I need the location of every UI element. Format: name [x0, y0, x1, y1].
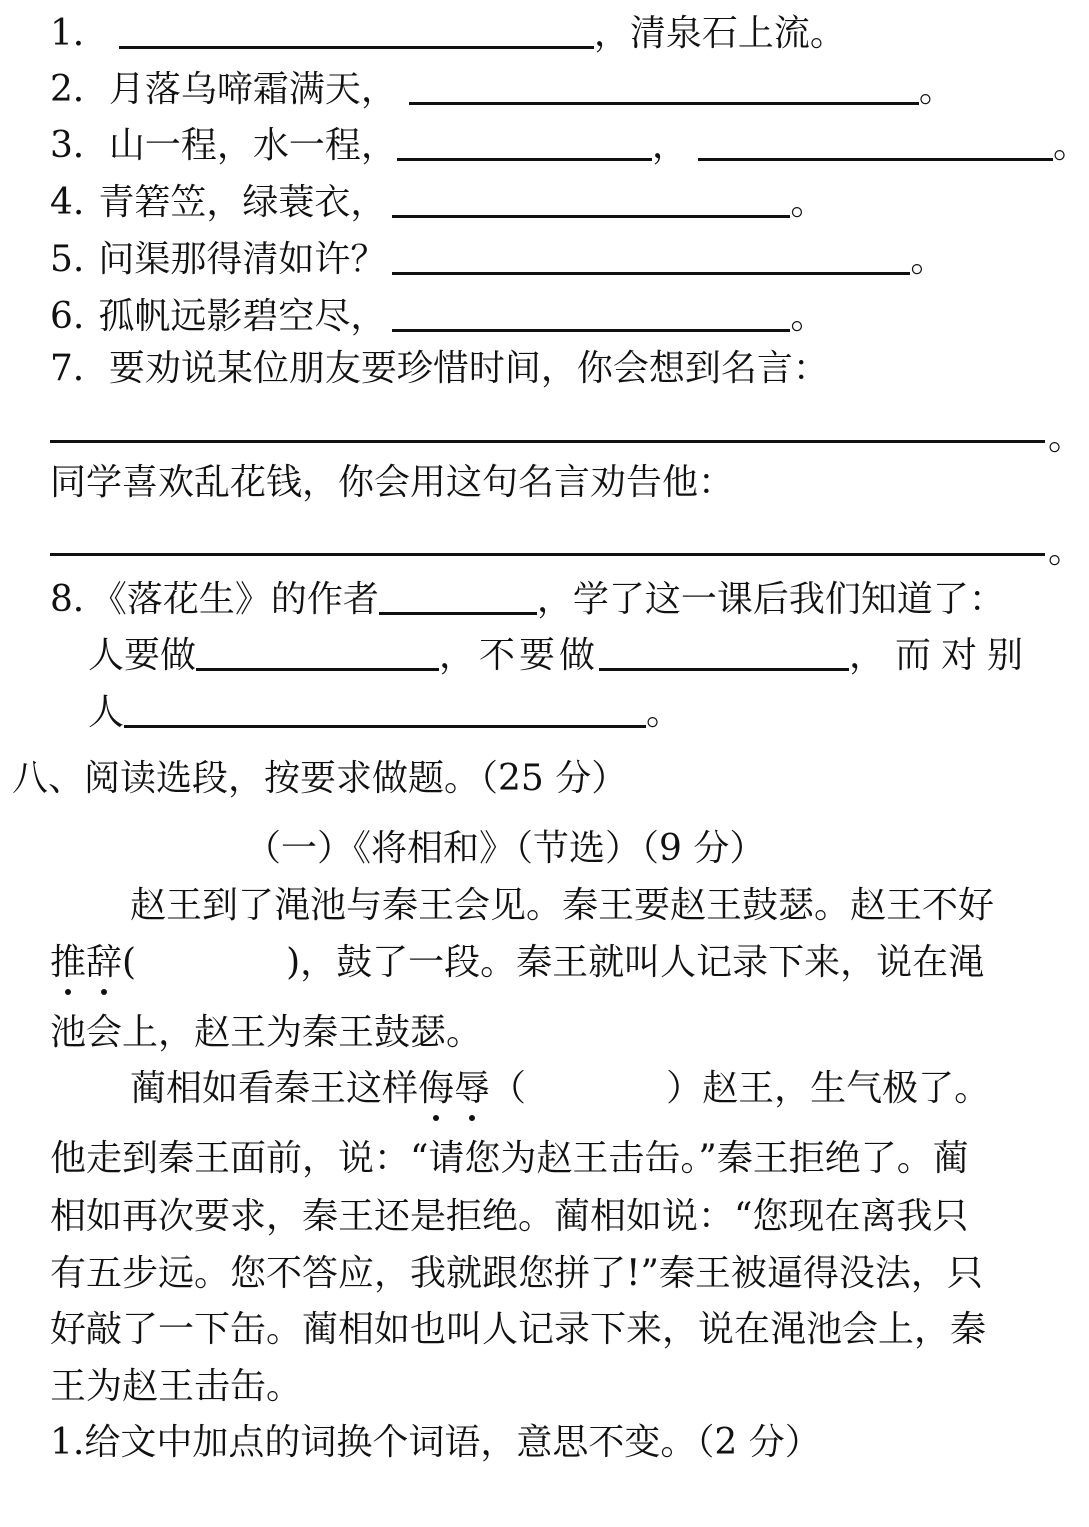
answer-blank[interactable]	[698, 124, 1053, 161]
question-end: 。	[790, 296, 827, 337]
question-number: 3．	[50, 125, 109, 166]
emphasis-dot	[469, 1115, 475, 1121]
question-text: 月落乌啼霜满天，	[108, 69, 397, 110]
answer-blank[interactable]	[379, 578, 537, 615]
passage-text: 蔺相如看秦王这样	[130, 1068, 419, 1109]
dotted-char: 侮	[418, 1071, 454, 1107]
passage-line	[130, 1068, 991, 1109]
passage-line: 王为赵王击缶。	[50, 1366, 303, 1407]
answer-blank[interactable]	[392, 295, 790, 332]
question-5	[50, 238, 946, 278]
emphasis-dot	[65, 989, 71, 995]
question-8-line-3	[88, 691, 682, 731]
question-text: ，学了这一课后我们知道了：	[536, 579, 1005, 620]
passage-line: 池会上，赵王为秦王鼓瑟。	[50, 1012, 483, 1053]
emphasis-dot	[433, 1115, 439, 1121]
question-end: 。	[910, 239, 947, 280]
dotted-char: 推	[50, 945, 86, 981]
answer-blank[interactable]	[119, 12, 594, 49]
question-text: 孤帆远影碧空尽，	[98, 296, 387, 337]
answer-blank[interactable]	[196, 634, 439, 671]
question-3	[50, 124, 1089, 164]
question-number: 5.	[50, 239, 85, 280]
question-6	[50, 295, 826, 335]
question-text: 人要做	[88, 635, 197, 676]
question-text: 问渠那得清如许？	[98, 239, 387, 280]
emphasis-dot	[101, 989, 107, 995]
sub-question-1: 1.给文中加点的词换个词语，意思不变。（2 分）	[50, 1422, 821, 1463]
passage-text: 赵王，生气极了。	[702, 1068, 991, 1109]
question-text: ，而对别	[849, 635, 1034, 676]
section-title: 八、阅读选段，按要求做题。（25 分）	[12, 758, 628, 799]
passage-subtitle: （一）《将相和》（节选）（9 分）	[245, 828, 766, 869]
question-8-line-2	[88, 634, 1033, 674]
question-end: 。	[1048, 530, 1085, 571]
question-number: 7．	[50, 348, 109, 389]
paren-close: ）	[666, 1068, 703, 1109]
passage-line: 有五步远。您不答应，我就跟您拼了!”秦王被逼得没法，只	[50, 1253, 983, 1294]
dotted-char: 辞	[86, 945, 122, 981]
answer-blank[interactable]	[392, 238, 910, 275]
passage-line: 相如再次要求，秦王还是拒绝。蔺相如说：“您现在离我只	[50, 1196, 969, 1237]
question-number: 6.	[50, 296, 85, 337]
passage-line: 好敲了一下缶。蔺相如也叫人记录下来，说在渑池会上，秦	[50, 1309, 987, 1350]
question-1	[50, 12, 846, 52]
question-text: 《落花生》的作者	[108, 579, 379, 620]
question-text: ，清泉石上流。	[593, 13, 846, 54]
question-text: ，不要做	[439, 635, 600, 676]
passage-line: 他走到秦王面前，说：“请您为赵王击缶。”秦王拒绝了。蔺	[50, 1138, 969, 1179]
dotted-char: 辱	[454, 1071, 490, 1107]
question-text: 人	[88, 692, 125, 733]
question-text: ，	[651, 125, 688, 166]
answer-blank[interactable]	[397, 124, 652, 161]
passage-line	[50, 942, 985, 983]
paren-close: )	[286, 942, 301, 983]
answer-blank[interactable]	[409, 68, 919, 105]
question-8	[50, 578, 1005, 618]
question-end: 。	[1048, 417, 1085, 458]
question-2	[50, 68, 955, 108]
passage-text: ，鼓了一段。秦王就叫人记录下来，说在渑	[300, 942, 985, 983]
answer-blank[interactable]	[599, 634, 849, 671]
paren-open: （	[490, 1068, 527, 1109]
question-end: 。	[1052, 125, 1089, 166]
question-number: 4.	[50, 182, 85, 223]
answer-blank[interactable]	[50, 440, 1045, 443]
question-4	[50, 181, 826, 221]
answer-blank[interactable]	[392, 181, 790, 218]
answer-blank[interactable]	[124, 691, 646, 728]
question-end: 。	[646, 692, 683, 733]
question-number: 1．	[50, 13, 109, 54]
question-text: 山一程，水一程，	[108, 125, 397, 166]
question-text: 要劝说某位朋友要珍惜时间，你会想到名言：	[108, 348, 829, 389]
question-text: 青箬笠，绿蓑衣，	[98, 182, 387, 223]
answer-blank[interactable]	[50, 553, 1045, 556]
question-7	[50, 348, 829, 389]
question-end: 。	[790, 182, 827, 223]
question-number: 2．	[50, 69, 109, 110]
passage-line: 赵王到了渑池与秦王会见。秦王要赵王鼓瑟。赵王不好	[130, 885, 995, 926]
paren-open: (	[122, 942, 137, 983]
question-7-part-2: 同学喜欢乱花钱，你会用这句名言劝告他：	[50, 462, 735, 503]
question-end: 。	[918, 69, 955, 110]
question-number: 8．	[50, 579, 109, 620]
